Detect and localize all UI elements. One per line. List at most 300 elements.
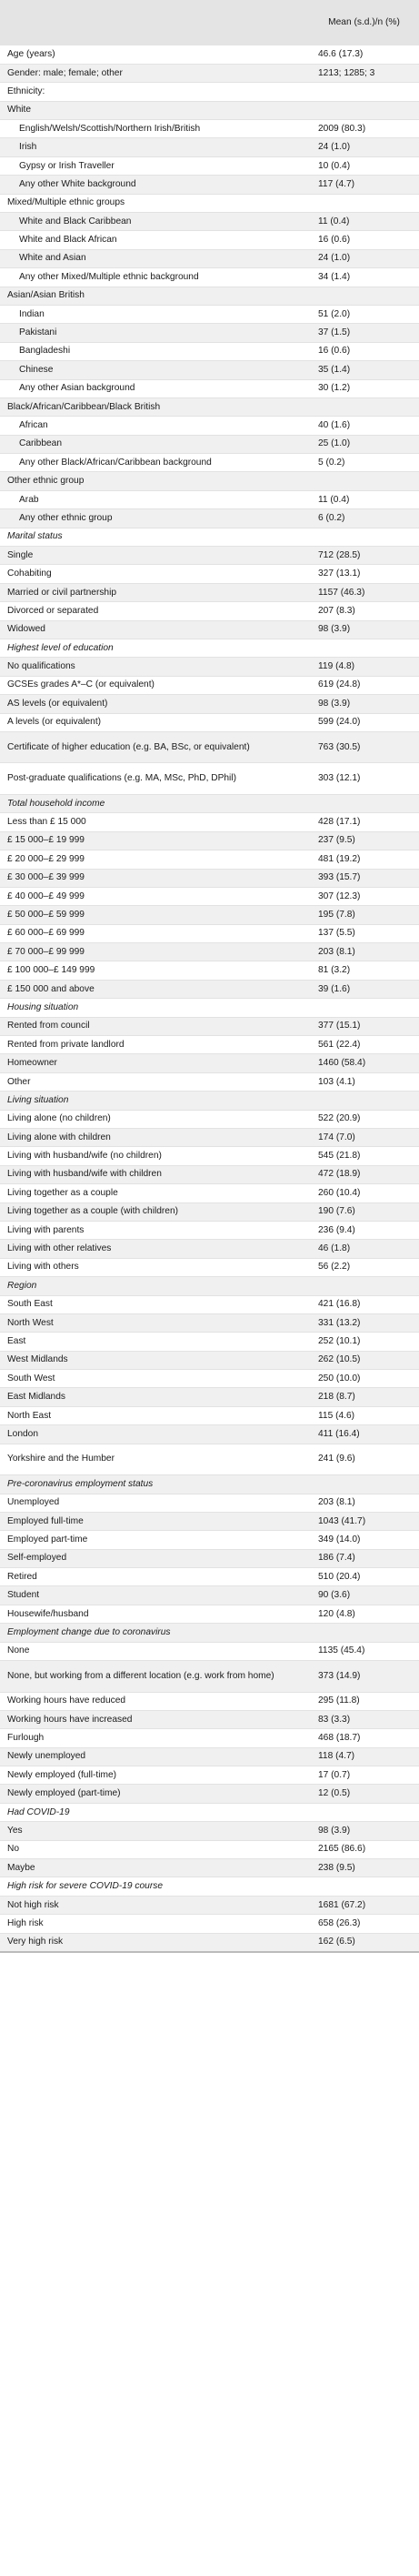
table-row xyxy=(0,231,419,249)
row-value xyxy=(309,1803,419,1821)
row-label: Ethnicity: xyxy=(7,86,45,96)
table-row xyxy=(0,194,419,212)
table-row xyxy=(0,1240,419,1258)
row-label: East Midlands xyxy=(7,1392,65,1403)
row-value: 98 (3.9) xyxy=(318,624,351,635)
section-header-row xyxy=(0,1624,419,1642)
row-label: White and Asian xyxy=(19,253,86,264)
row-label: Living with husband/wife with children xyxy=(7,1169,162,1180)
row-label: White xyxy=(7,105,32,116)
table-row xyxy=(0,1221,419,1239)
table-row xyxy=(0,1313,419,1332)
row-value: 90 (3.6) xyxy=(318,1590,351,1601)
row-value: 207 (8.3) xyxy=(318,605,355,616)
row-value: 5 (0.2) xyxy=(318,457,345,468)
row-label: Black/African/Caribbean/Black British xyxy=(7,401,161,412)
row-value xyxy=(309,397,419,416)
row-label: Any other ethnic group xyxy=(19,512,113,523)
row-label: Single xyxy=(7,549,34,560)
row-value: 34 (1.4) xyxy=(318,271,351,282)
table-row xyxy=(0,980,419,998)
section-title: Region xyxy=(7,1280,37,1291)
row-value: 411 (16.4) xyxy=(318,1428,360,1439)
table-row xyxy=(0,1933,419,1951)
row-value: 16 (0.6) xyxy=(318,235,351,246)
row-label: Less than £ 15 000 xyxy=(7,817,86,828)
row-value: 1043 (41.7) xyxy=(318,1515,366,1526)
row-value: 16 (0.6) xyxy=(318,346,351,357)
row-value: 46.6 (17.3) xyxy=(318,48,364,59)
row-value xyxy=(309,83,419,101)
table-row xyxy=(0,731,419,763)
row-label: No qualifications xyxy=(7,661,75,672)
table-row xyxy=(0,509,419,528)
row-value: 56 (2.2) xyxy=(318,1262,351,1273)
row-value: 11 (0.4) xyxy=(318,216,350,226)
row-value: 2009 (80.3) xyxy=(318,123,366,134)
table-row xyxy=(0,1036,419,1054)
row-label: Indian xyxy=(19,308,45,319)
section-title: Housing situation xyxy=(7,1001,79,1012)
row-value: 510 (20.4) xyxy=(318,1571,361,1582)
table-row xyxy=(0,287,419,305)
table-row xyxy=(0,620,419,639)
table-row xyxy=(0,45,419,64)
table-row xyxy=(0,1333,419,1351)
table-row xyxy=(0,1785,419,1803)
row-value xyxy=(309,639,419,658)
row-value: 117 (4.7) xyxy=(318,178,355,189)
section-header-row xyxy=(0,528,419,546)
row-label: A levels (or equivalent) xyxy=(7,717,102,728)
row-value: 195 (7.8) xyxy=(318,909,355,920)
row-label: Very high risk xyxy=(7,1937,64,1947)
row-value xyxy=(309,1877,419,1896)
table-row xyxy=(0,1512,419,1530)
table-row xyxy=(0,813,419,831)
row-label: High risk xyxy=(7,1917,44,1928)
row-label: £ 20 000–£ 29 999 xyxy=(7,853,85,864)
table-row xyxy=(0,943,419,961)
row-value: 12 (0.5) xyxy=(318,1788,351,1799)
section-title: Total household income xyxy=(7,798,105,809)
row-value: 218 (8.7) xyxy=(318,1392,355,1403)
table-row xyxy=(0,1388,419,1406)
row-label: Other ethnic group xyxy=(7,476,85,487)
row-label: Pakistani xyxy=(19,327,57,338)
table-row xyxy=(0,1549,419,1567)
row-value: 17 (0.7) xyxy=(318,1769,351,1780)
row-value: 6 (0.2) xyxy=(318,512,345,523)
table-row xyxy=(0,138,419,156)
row-value: 11 (0.4) xyxy=(318,494,350,505)
row-label: Retired xyxy=(7,1571,37,1582)
table-row xyxy=(0,1295,419,1313)
row-label: Any other Mixed/Multiple ethnic background xyxy=(19,271,199,282)
row-value: 40 (1.6) xyxy=(318,420,351,430)
row-label: White and Black African xyxy=(19,235,117,246)
table-row xyxy=(0,417,419,435)
table-row xyxy=(0,1406,419,1424)
row-value xyxy=(309,1475,419,1494)
row-label: Living together as a couple (with children) xyxy=(7,1206,179,1217)
table-body xyxy=(0,45,419,1952)
row-value: 162 (6.5) xyxy=(318,1937,355,1947)
table-row xyxy=(0,268,419,287)
table-row xyxy=(0,1531,419,1549)
row-value: 377 (15.1) xyxy=(318,1021,361,1031)
row-label: Gender: male; female; other xyxy=(7,67,123,78)
row-label: Student xyxy=(7,1590,40,1601)
table-row xyxy=(0,1661,419,1693)
table-row xyxy=(0,1258,419,1276)
row-value: 241 (9.6) xyxy=(318,1454,355,1464)
row-value: 46 (1.8) xyxy=(318,1243,351,1254)
table-row xyxy=(0,676,419,694)
row-value: 327 (13.1) xyxy=(318,569,361,579)
row-label: £ 30 000–£ 39 999 xyxy=(7,872,85,883)
row-value xyxy=(309,1092,419,1110)
row-label: Living with others xyxy=(7,1262,79,1273)
row-value: 83 (3.3) xyxy=(318,1714,351,1725)
table-row xyxy=(0,342,419,360)
row-label: Irish xyxy=(19,142,37,153)
table-row xyxy=(0,565,419,583)
header-row xyxy=(0,0,419,45)
row-label: GCSEs grades A*–C (or equivalent) xyxy=(7,679,155,690)
row-value: 186 (7.4) xyxy=(318,1553,355,1564)
row-label: Any other White background xyxy=(19,178,136,189)
row-value xyxy=(309,794,419,812)
row-label: Self-employed xyxy=(7,1553,67,1564)
row-value: 1135 (45.4) xyxy=(318,1645,365,1656)
row-label: £ 60 000–£ 69 999 xyxy=(7,928,85,939)
row-value: 98 (3.9) xyxy=(318,1825,351,1836)
table-row xyxy=(0,1165,419,1183)
section-header-row xyxy=(0,1877,419,1896)
table-row xyxy=(0,1054,419,1072)
row-label: £ 50 000–£ 59 999 xyxy=(7,909,85,920)
table-row xyxy=(0,850,419,869)
row-label: South West xyxy=(7,1373,55,1384)
row-value: 203 (8.1) xyxy=(318,1497,355,1508)
row-value: 30 (1.2) xyxy=(318,383,351,394)
row-label: Newly employed (part-time) xyxy=(7,1788,121,1799)
row-value: 237 (9.5) xyxy=(318,835,355,846)
row-value: 252 (10.1) xyxy=(318,1335,361,1346)
row-value: 119 (4.8) xyxy=(318,661,355,672)
table-row xyxy=(0,1859,419,1877)
row-value: 468 (18.7) xyxy=(318,1733,361,1743)
row-label: White and Black Caribbean xyxy=(19,216,132,226)
row-label: Rented from council xyxy=(7,1021,90,1031)
row-label: Living alone with children xyxy=(7,1132,111,1142)
header-value-cell: Mean (s.d.)/n (%) xyxy=(309,0,419,45)
row-label: Living with parents xyxy=(7,1224,85,1235)
row-value xyxy=(309,1624,419,1642)
table-row xyxy=(0,713,419,731)
row-label: Maybe xyxy=(7,1862,35,1873)
row-label: Living with husband/wife (no children) xyxy=(7,1151,162,1162)
row-label: Homeowner xyxy=(7,1058,57,1069)
row-value: 203 (8.1) xyxy=(318,946,355,957)
row-value: 120 (4.8) xyxy=(318,1608,355,1619)
row-value xyxy=(309,287,419,305)
table-row xyxy=(0,1444,419,1475)
table-row xyxy=(0,305,419,323)
row-value: 250 (10.0) xyxy=(318,1373,361,1384)
row-value: 25 (1.0) xyxy=(318,438,351,449)
row-value: 472 (18.9) xyxy=(318,1169,361,1180)
row-label: None xyxy=(7,1645,30,1656)
table-row xyxy=(0,1915,419,1933)
row-value: 236 (9.4) xyxy=(318,1224,355,1235)
row-value: 481 (19.2) xyxy=(318,853,361,864)
row-label: South East xyxy=(7,1299,53,1310)
row-label: Caribbean xyxy=(19,438,63,449)
row-value: 81 (3.2) xyxy=(318,965,351,976)
row-label: Other xyxy=(7,1076,31,1087)
row-label: East xyxy=(7,1335,26,1346)
row-value: 373 (14.9) xyxy=(318,1670,361,1681)
table-header xyxy=(0,0,419,45)
section-title: Marital status xyxy=(7,531,63,542)
row-value: 421 (16.8) xyxy=(318,1299,361,1310)
row-label: Gypsy or Irish Traveller xyxy=(19,160,115,171)
row-label: West Midlands xyxy=(7,1354,68,1365)
row-value: 522 (20.9) xyxy=(318,1113,361,1124)
row-label: AS levels (or equivalent) xyxy=(7,698,108,709)
table-row xyxy=(0,763,419,795)
row-label: Certificate of higher education (e.g. BA, BSc, or equivalent) xyxy=(7,741,250,752)
row-label: Arab xyxy=(19,494,39,505)
table-row xyxy=(0,547,419,565)
row-value: 39 (1.6) xyxy=(318,983,351,994)
row-label: Working hours have reduced xyxy=(7,1696,126,1706)
row-value xyxy=(309,472,419,490)
section-header-row xyxy=(0,1803,419,1821)
table-row xyxy=(0,1747,419,1766)
row-value: 35 (1.4) xyxy=(318,364,351,375)
section-header-row xyxy=(0,999,419,1017)
row-value: 763 (30.5) xyxy=(318,741,361,752)
table-row xyxy=(0,1072,419,1091)
row-value: 262 (10.5) xyxy=(318,1354,361,1365)
row-value: 712 (28.5) xyxy=(318,549,361,560)
row-label: Post-graduate qualifications (e.g. MA, MSc, PhD, DPhil) xyxy=(7,773,236,784)
row-value: 174 (7.0) xyxy=(318,1132,355,1142)
table-row xyxy=(0,1729,419,1747)
row-label: None, but working from a different location (e.g. work from home) xyxy=(7,1670,274,1681)
row-label: Employed part-time xyxy=(7,1534,88,1545)
row-label: Living together as a couple xyxy=(7,1187,118,1198)
table-row xyxy=(0,379,419,397)
table-row xyxy=(0,602,419,620)
row-label: Mixed/Multiple ethnic groups xyxy=(7,197,125,208)
table-row xyxy=(0,435,419,453)
table-row xyxy=(0,454,419,472)
row-label: Any other Black/African/Caribbean background xyxy=(19,457,212,468)
row-label: Asian/Asian British xyxy=(7,290,85,301)
row-label: Rented from private landlord xyxy=(7,1039,125,1050)
row-value: 238 (9.5) xyxy=(318,1862,355,1873)
row-label: Any other Asian background xyxy=(19,383,135,394)
table-row xyxy=(0,361,419,379)
row-value: 1460 (58.4) xyxy=(318,1058,366,1069)
row-value: 599 (24.0) xyxy=(318,717,361,728)
row-value: 260 (10.4) xyxy=(318,1187,361,1198)
row-value: 98 (3.9) xyxy=(318,698,351,709)
row-value: 393 (15.7) xyxy=(318,872,361,883)
section-title: Had COVID-19 xyxy=(7,1806,70,1817)
table-row xyxy=(0,1202,419,1221)
table-row xyxy=(0,1494,419,1512)
row-value: 103 (4.1) xyxy=(318,1076,355,1087)
table-row xyxy=(0,64,419,82)
table-row xyxy=(0,1370,419,1388)
row-label: Employed full-time xyxy=(7,1515,84,1526)
section-title: High risk for severe COVID-19 course xyxy=(7,1881,163,1892)
table-row xyxy=(0,583,419,601)
row-value: 545 (21.8) xyxy=(318,1151,361,1162)
row-value: 10 (0.4) xyxy=(318,160,351,171)
table-row xyxy=(0,1710,419,1728)
table-row xyxy=(0,472,419,490)
section-header-row xyxy=(0,1092,419,1110)
row-label: No xyxy=(7,1844,20,1855)
row-label: Chinese xyxy=(19,364,54,375)
row-value: 1681 (67.2) xyxy=(318,1899,366,1910)
row-label: Yorkshire and the Humber xyxy=(7,1454,115,1464)
row-label: £ 100 000–£ 149 999 xyxy=(7,965,95,976)
row-label: £ 40 000–£ 49 999 xyxy=(7,891,85,901)
table-row xyxy=(0,120,419,138)
table-row xyxy=(0,831,419,850)
section-title: Employment change due to coronavirus xyxy=(7,1626,171,1637)
table-row xyxy=(0,1692,419,1710)
header-label-cell xyxy=(0,0,309,45)
row-value: 24 (1.0) xyxy=(318,142,351,153)
table-row xyxy=(0,213,419,231)
section-header-row xyxy=(0,794,419,812)
row-value: 561 (22.4) xyxy=(318,1039,361,1050)
row-value xyxy=(309,528,419,546)
row-value xyxy=(309,1277,419,1295)
row-value: 51 (2.0) xyxy=(318,308,351,319)
row-label: English/Welsh/Scottish/Northern Irish/British xyxy=(19,123,201,134)
row-label: London xyxy=(7,1428,38,1439)
section-header-row xyxy=(0,1475,419,1494)
row-value: 1213; 1285; 3 xyxy=(318,67,375,78)
table-row xyxy=(0,490,419,508)
row-value: 428 (17.1) xyxy=(318,817,361,828)
table-row xyxy=(0,101,419,119)
row-label: North East xyxy=(7,1410,52,1421)
row-value: 190 (7.6) xyxy=(318,1206,355,1217)
row-label: £ 150 000 and above xyxy=(7,983,95,994)
section-header-row xyxy=(0,1277,419,1295)
row-value: 118 (4.7) xyxy=(318,1751,355,1762)
row-label: Divorced or separated xyxy=(7,605,99,616)
table-row xyxy=(0,1128,419,1146)
table-row xyxy=(0,1184,419,1202)
section-header-row xyxy=(0,639,419,658)
section-title: Highest level of education xyxy=(7,642,114,653)
section-title: Pre-coronavirus employment status xyxy=(7,1478,154,1489)
row-label: North West xyxy=(7,1317,54,1328)
table-row xyxy=(0,1642,419,1660)
row-label: £ 15 000–£ 19 999 xyxy=(7,835,85,846)
row-value: 115 (4.6) xyxy=(318,1410,355,1421)
row-value xyxy=(309,999,419,1017)
row-label: Furlough xyxy=(7,1733,45,1743)
row-value: 349 (14.0) xyxy=(318,1534,361,1545)
table-row xyxy=(0,1568,419,1586)
table-row xyxy=(0,1351,419,1369)
row-value: 2165 (86.6) xyxy=(318,1844,366,1855)
row-label: Bangladeshi xyxy=(19,346,71,357)
row-value xyxy=(309,194,419,212)
table-row xyxy=(0,695,419,713)
table-row xyxy=(0,1840,419,1858)
table-row xyxy=(0,658,419,676)
table-row xyxy=(0,1425,419,1444)
row-value: 37 (1.5) xyxy=(318,327,351,338)
row-label: Yes xyxy=(7,1825,23,1836)
table-row xyxy=(0,249,419,267)
row-value: 658 (26.3) xyxy=(318,1917,361,1928)
table-row xyxy=(0,1766,419,1785)
table-row xyxy=(0,156,419,175)
table-row xyxy=(0,83,419,101)
table-row xyxy=(0,1110,419,1128)
row-value: 137 (5.5) xyxy=(318,928,355,939)
table-row xyxy=(0,1147,419,1165)
row-label: Newly unemployed xyxy=(7,1751,86,1762)
table-row xyxy=(0,176,419,194)
row-label: Widowed xyxy=(7,624,45,635)
row-label: Living alone (no children) xyxy=(7,1113,111,1124)
row-label: Unemployed xyxy=(7,1497,60,1508)
row-label: Age (years) xyxy=(7,48,55,59)
table-row xyxy=(0,1605,419,1623)
table-row xyxy=(0,397,419,416)
row-value: 619 (24.8) xyxy=(318,679,361,690)
row-value: 331 (13.2) xyxy=(318,1317,361,1328)
table-row xyxy=(0,1586,419,1605)
row-label: Cohabiting xyxy=(7,569,52,579)
table-row xyxy=(0,1822,419,1840)
row-value xyxy=(309,101,419,119)
table-row xyxy=(0,1896,419,1914)
section-title: Living situation xyxy=(7,1094,69,1105)
row-label: Working hours have increased xyxy=(7,1714,133,1725)
row-value: 1157 (46.3) xyxy=(318,587,365,598)
table-row xyxy=(0,924,419,942)
table-row xyxy=(0,324,419,342)
table-row xyxy=(0,869,419,887)
row-label: Newly employed (full-time) xyxy=(7,1769,117,1780)
row-label: African xyxy=(19,420,48,430)
row-value: 303 (12.1) xyxy=(318,773,361,784)
table-row xyxy=(0,961,419,980)
row-value: 307 (12.3) xyxy=(318,891,361,901)
row-value: 295 (11.8) xyxy=(318,1696,360,1706)
row-label: Housewife/husband xyxy=(7,1608,89,1619)
row-label: Married or civil partnership xyxy=(7,587,117,598)
row-value: 24 (1.0) xyxy=(318,253,351,264)
row-label: £ 70 000–£ 99 999 xyxy=(7,946,85,957)
